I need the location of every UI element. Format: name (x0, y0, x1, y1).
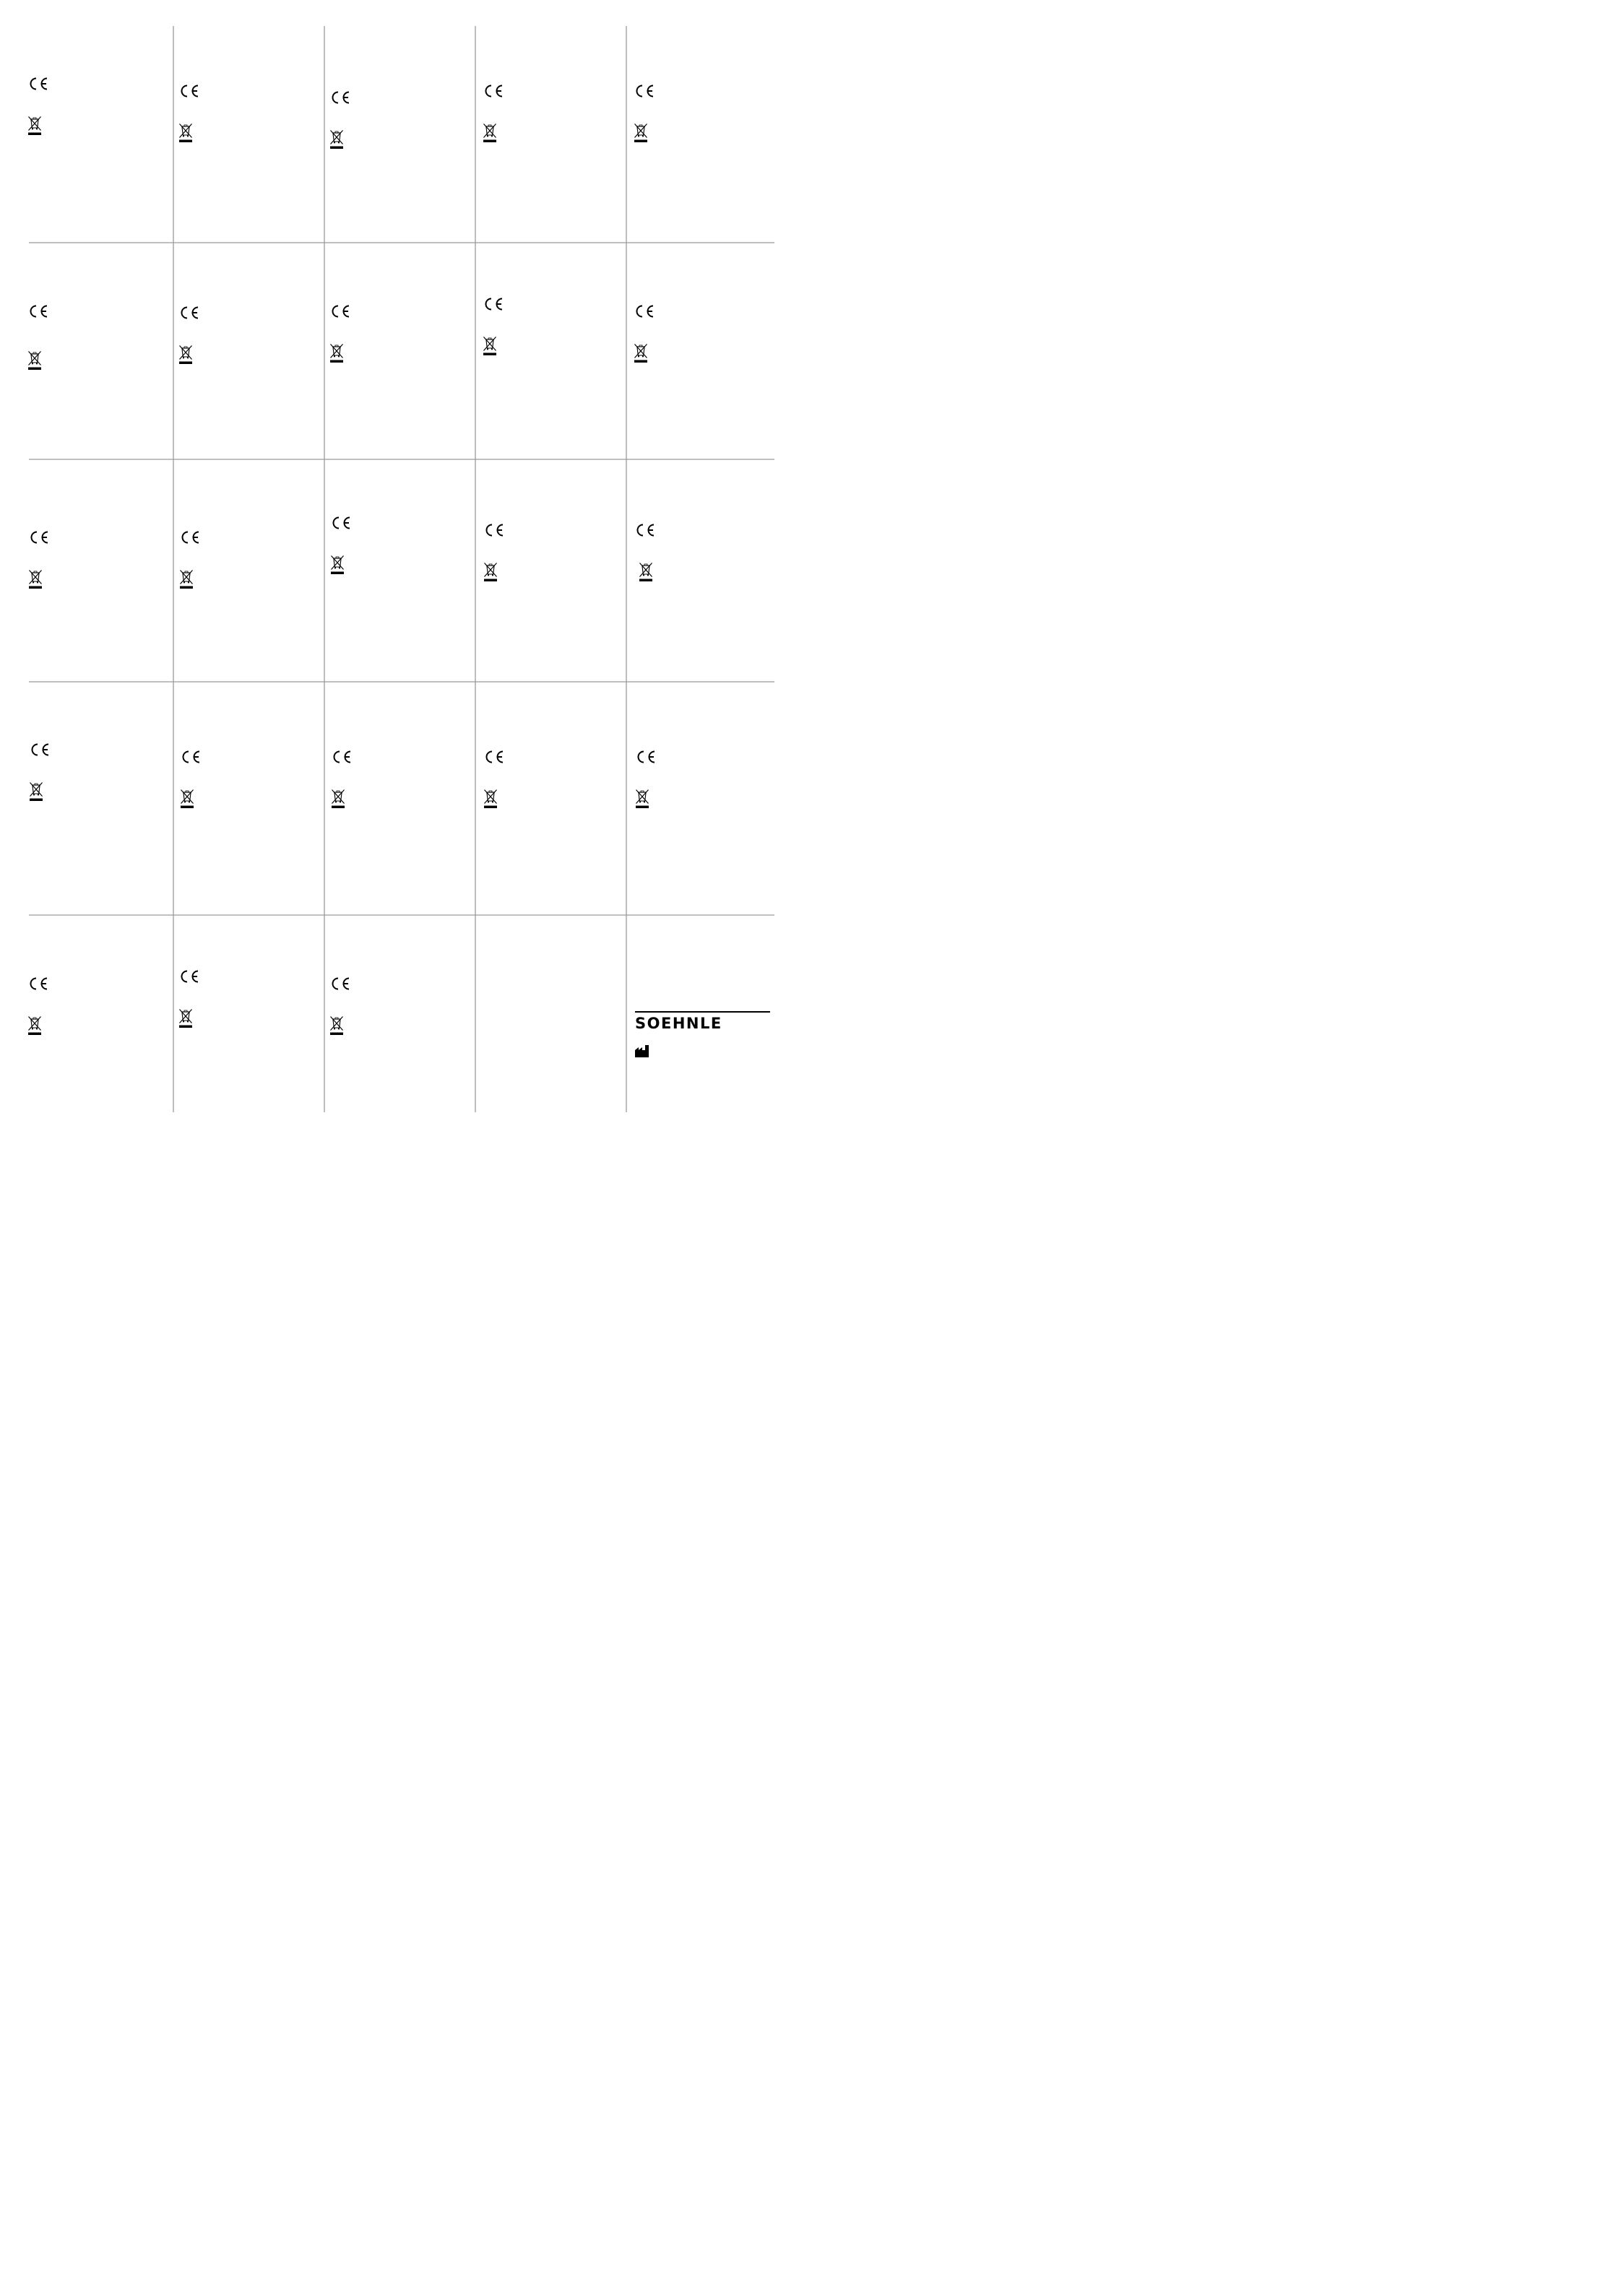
weee-bin-icon (178, 345, 193, 365)
ce-mark-icon (635, 749, 657, 765)
ce-mark-icon (28, 529, 50, 545)
ce-mark-icon (634, 522, 656, 538)
weee-bin-icon (329, 1015, 344, 1036)
ce-mark-icon (329, 90, 351, 105)
weee-bin-icon (639, 562, 653, 582)
weee-bin-icon (178, 1008, 193, 1028)
ce-mark-icon (329, 303, 351, 319)
ce-mark-icon (180, 749, 202, 765)
soehnle-logo-block (635, 1016, 722, 1031)
weee-bin-icon (180, 789, 194, 809)
weee-bin-icon (178, 123, 193, 143)
page-grid (0, 0, 795, 1123)
weee-bin-icon (27, 1015, 42, 1036)
weee-bin-icon (483, 336, 497, 356)
ce-mark-icon (634, 83, 655, 99)
ce-mark-icon (27, 76, 49, 92)
ce-mark-icon (483, 83, 504, 99)
weee-bin-icon (635, 789, 649, 809)
manufacturer-factory-icon (635, 1045, 649, 1057)
ce-mark-icon (178, 305, 200, 321)
ce-mark-icon (178, 83, 200, 99)
weee-bin-icon (483, 789, 498, 809)
weee-bin-icon (634, 343, 648, 363)
weee-bin-icon (29, 781, 43, 802)
weee-bin-icon (634, 123, 648, 143)
weee-bin-icon (27, 350, 42, 371)
ce-mark-icon (178, 969, 200, 984)
ce-mark-icon (331, 749, 353, 765)
ce-mark-icon (330, 515, 352, 531)
weee-bin-icon (329, 129, 344, 150)
weee-bin-icon (329, 343, 344, 363)
ce-mark-icon (179, 529, 201, 545)
ce-mark-icon (27, 303, 49, 319)
weee-bin-icon (331, 789, 345, 809)
weee-bin-icon (179, 569, 194, 589)
weee-bin-icon (330, 555, 345, 575)
ce-mark-icon (634, 303, 655, 319)
weee-bin-icon (28, 569, 43, 589)
weee-bin-icon (27, 116, 42, 136)
ce-mark-icon (27, 976, 49, 992)
ce-mark-icon (483, 749, 505, 765)
weee-bin-icon (483, 123, 497, 143)
ce-mark-icon (483, 522, 505, 538)
logo-rule (635, 1011, 770, 1013)
weee-bin-icon (483, 562, 498, 582)
brand-logo: SOEHNLE (635, 1015, 722, 1032)
ce-mark-icon (483, 296, 504, 312)
ce-mark-icon (329, 976, 351, 992)
ce-mark-icon (29, 742, 51, 758)
